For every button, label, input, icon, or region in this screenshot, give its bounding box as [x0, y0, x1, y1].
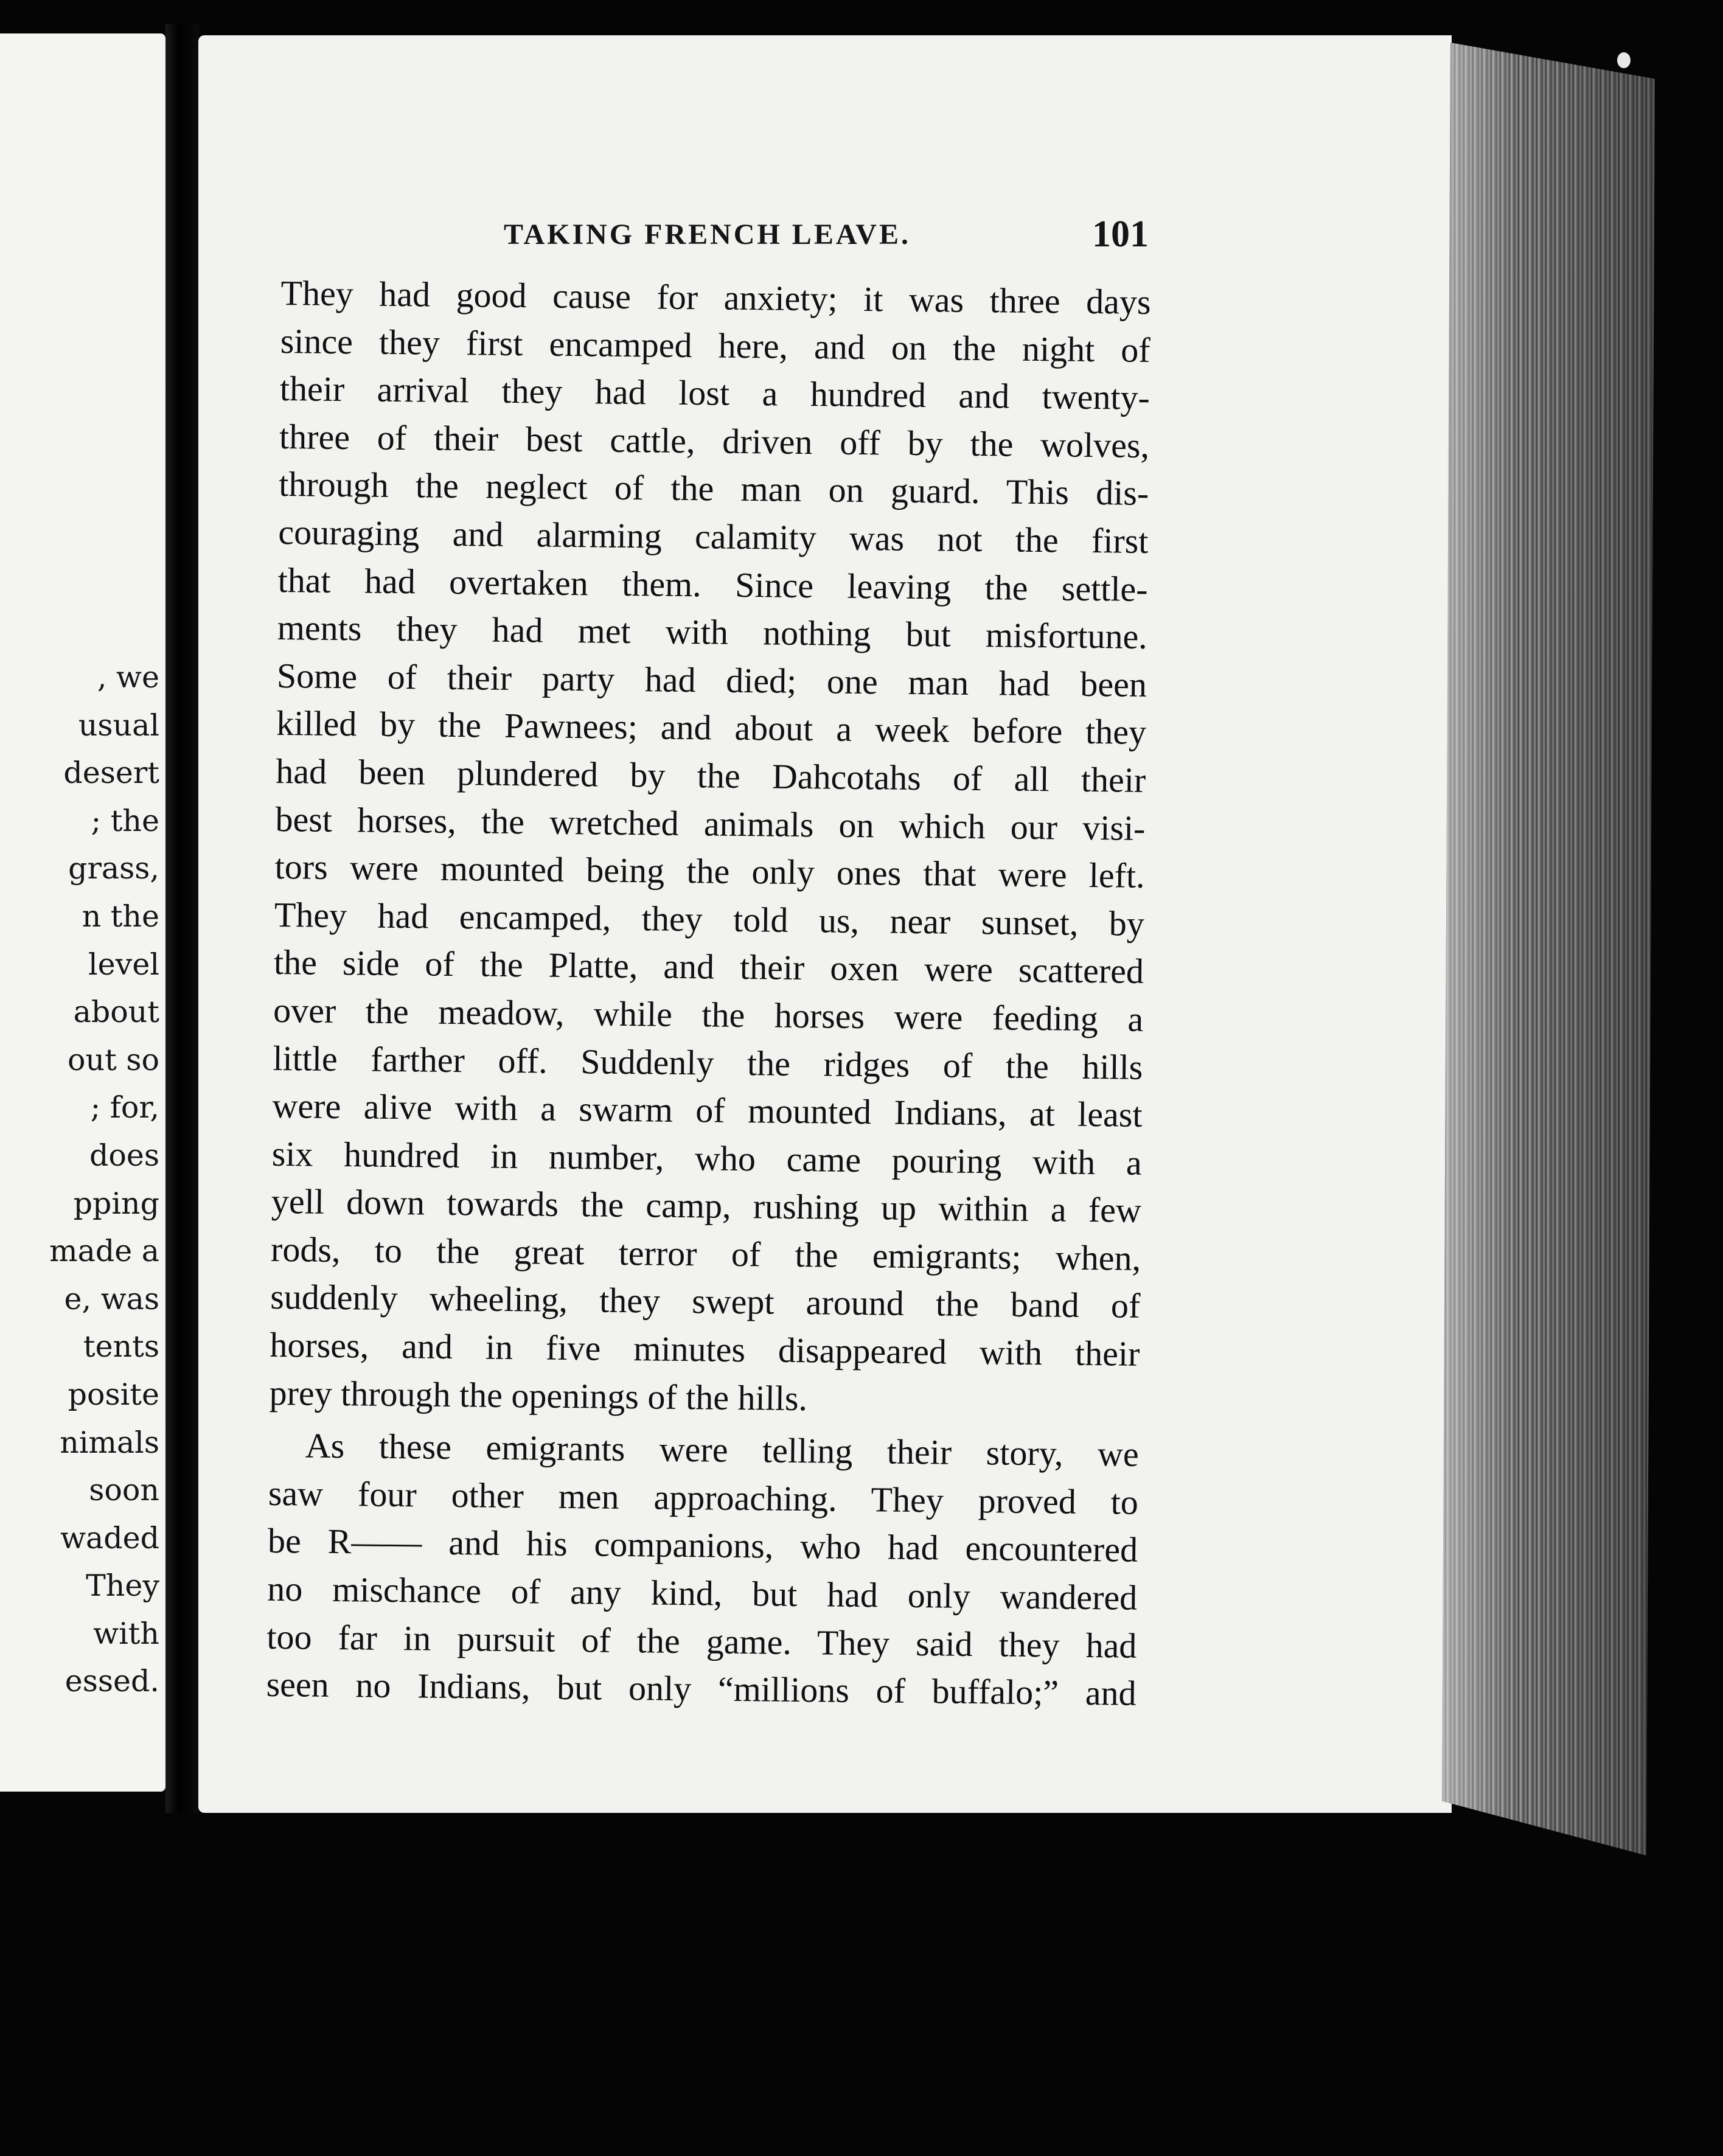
- text-line: suddenly wheeling, they swept around the band of: [270, 1277, 1141, 1326]
- left-fragment: usual: [78, 708, 159, 743]
- left-fragment: tents: [83, 1329, 159, 1365]
- text-line: no mischance of any kind, but had only wandered: [266, 1568, 1138, 1618]
- left-fragment: does: [89, 1138, 159, 1173]
- left-fragment: essed.: [64, 1664, 159, 1699]
- text-line: seen no Indians, but only “millions of buffalo;” and: [266, 1664, 1136, 1714]
- text-line: three of their best cattle, driven off by the wolves,: [279, 416, 1150, 465]
- text-line: six hundred in number, who came pouring with a: [271, 1133, 1143, 1183]
- text-line: They had encamped, they told us, near sunset, by: [274, 894, 1145, 944]
- text-line: Some of their party had died; one man had been: [276, 655, 1147, 704]
- text-line: ments they had met with nothing but misfortune.: [277, 608, 1148, 657]
- text-line: over the meadow, while the horses were feeding a: [273, 990, 1144, 1039]
- text-line: the side of the Platte, and their oxen were scattered: [273, 942, 1144, 992]
- text-line: rods, to the great terror of the emigrants; when,: [270, 1229, 1141, 1278]
- page-header: [504, 213, 1149, 268]
- edge-highlight-spot: [1617, 52, 1631, 68]
- left-fragment: out so: [68, 1042, 159, 1077]
- text-line: killed by the Pawnees; and about a week before they: [276, 703, 1147, 753]
- left-fragment: waded: [60, 1520, 159, 1556]
- left-facing-page: [0, 33, 165, 1792]
- text-line: had been plundered by the Dahcotahs of all their: [276, 751, 1146, 800]
- book-edge-shading: [1442, 43, 1655, 1855]
- text-line: best horses, the wretched animals on which our visi-: [275, 799, 1146, 848]
- text-line: couraging and alarming calamity was not the first: [278, 512, 1149, 561]
- book-gutter: [165, 24, 199, 1813]
- text-line: be R—— and his companions, who had encountered: [267, 1521, 1138, 1570]
- left-page-text-fragments: [0, 654, 159, 1706]
- text-line: tors were mounted being the only ones that were left.: [274, 847, 1145, 896]
- text-line: through the neglect of the man on guard. This dis-: [278, 464, 1149, 513]
- left-fragment: about: [73, 995, 159, 1030]
- page-number: 101: [1092, 214, 1149, 255]
- text-line: too far in pursuit of the game. They said they had: [266, 1616, 1137, 1666]
- left-fragment: n the: [82, 899, 159, 934]
- left-fragment: with: [93, 1616, 159, 1651]
- text-line: prey through the openings of the hills.: [269, 1372, 808, 1418]
- left-fragment: They: [86, 1568, 159, 1604]
- text-line: saw four other men approaching. They proved to: [268, 1473, 1139, 1522]
- text-line: were alive with a swarm of mounted Indians, at least: [272, 1086, 1143, 1135]
- left-fragment: posite: [68, 1377, 159, 1412]
- left-fragment: , we: [97, 660, 159, 695]
- text-line: since they first encamped here, and on the night of: [280, 321, 1151, 370]
- left-fragment: pping: [73, 1186, 159, 1221]
- left-fragment: desert: [63, 756, 159, 791]
- left-fragment: ; the: [91, 803, 159, 838]
- page-body-text: [266, 270, 1151, 1718]
- text-line: yell down towards the camp, rushing up within a few: [271, 1181, 1142, 1231]
- text-line: As these emigrants were telling their story, we: [305, 1425, 1140, 1475]
- running-head: TAKING FRENCH LEAVE.: [504, 218, 911, 251]
- left-fragment: ; for,: [90, 1090, 159, 1125]
- left-fragment: soon: [89, 1473, 159, 1508]
- text-line: that had overtaken them. Since leaving the settle-: [277, 560, 1148, 609]
- text-line: their arrival they had lost a hundred and twenty-: [279, 369, 1150, 418]
- text-line: horses, and in five minutes disappeared with their: [270, 1324, 1140, 1374]
- text-line: They had good cause for anxiety; it was three days: [280, 273, 1151, 322]
- left-fragment: grass,: [68, 851, 159, 886]
- left-fragment: e, was: [64, 1281, 159, 1316]
- left-fragment: level: [88, 947, 159, 982]
- text-line: little farther off. Suddenly the ridges of the hills: [273, 1038, 1143, 1087]
- left-fragment: nimals: [60, 1425, 159, 1460]
- left-fragment: made a: [49, 1234, 159, 1269]
